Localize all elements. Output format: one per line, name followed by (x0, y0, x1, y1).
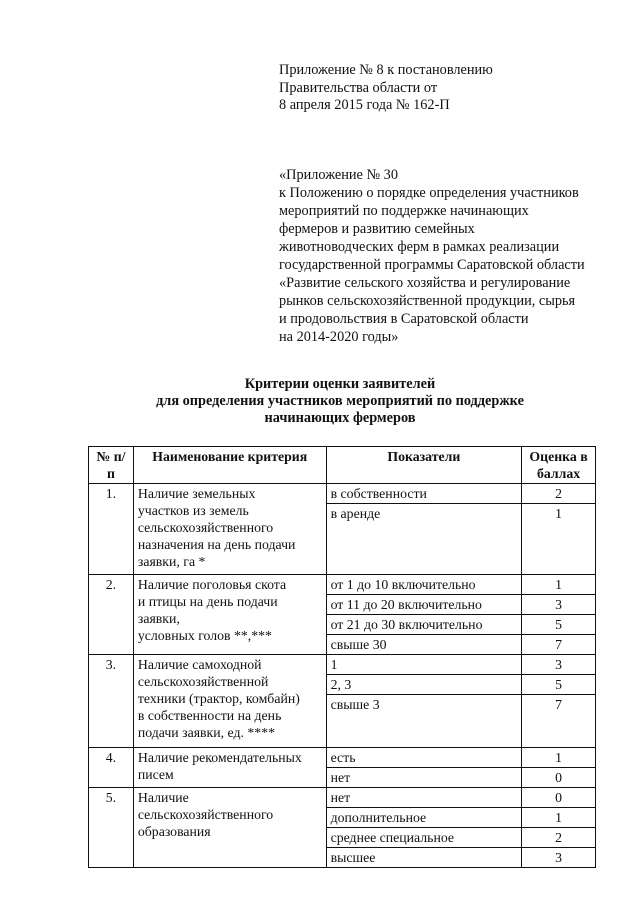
score-cell: 0 (522, 788, 596, 808)
title-line-1: Критерии оценки заявителей (244, 376, 436, 392)
title-line-2: для определения участников мероприятий по поддержке (156, 393, 524, 409)
score-cell: 0 (522, 768, 596, 788)
header-num: № п/п (89, 447, 134, 484)
criterion-name: Наличие самоходной сельскохозяйственной техники (трактор, комбайн) в собственности на день подачи заявки, ед. **** (133, 655, 326, 748)
score-cell: 3 (522, 655, 596, 675)
appendix-reference (279, 166, 585, 346)
appendix-line: «Приложение № 30 (279, 167, 398, 183)
indicator-cell: среднее специальное (326, 828, 521, 848)
score-cell: 3 (522, 848, 596, 868)
criterion-number: 5. (89, 788, 134, 868)
appendix-line: «Развитие сельского хозяйства и регулирование (279, 275, 571, 291)
indicator-cell: от 11 до 20 включительно (326, 595, 521, 615)
indicator-cell: в аренде (326, 504, 521, 575)
criteria-body (89, 484, 596, 868)
score-cell: 5 (522, 675, 596, 695)
indicator-cell: нет (326, 788, 521, 808)
criterion-number: 4. (89, 748, 134, 788)
indicator-cell: свыше 3 (326, 695, 521, 748)
resolution-header (279, 62, 493, 115)
table-header-row (89, 447, 596, 484)
indicator-cell: высшее (326, 848, 521, 868)
table-row (89, 484, 596, 504)
score-cell: 1 (522, 748, 596, 768)
indicator-cell: в собственности (326, 484, 521, 504)
indicator-cell: нет (326, 768, 521, 788)
header-score: Оценка в баллах (522, 447, 596, 484)
header-line-1: Приложение № 8 к постановлению (279, 62, 493, 78)
appendix-line: рынков сельскохозяйственной продукции, сырья (279, 293, 576, 309)
criterion-name: Наличие рекомендательных писем (133, 748, 326, 788)
header-line-2: Правительства области от (279, 79, 438, 96)
appendix-line: фермеров и развитию семейных (279, 221, 475, 237)
criterion-number: 3. (89, 655, 134, 748)
appendix-line: и продовольствия в Саратовской области (279, 311, 529, 327)
indicator-cell: 1 (326, 655, 521, 675)
score-cell: 1 (522, 504, 596, 575)
score-cell: 2 (522, 828, 596, 848)
table-row (89, 655, 596, 675)
header-indicators: Показатели (326, 447, 521, 484)
appendix-line: мероприятий по поддержке начинающих (279, 203, 529, 219)
appendix-line: животноводческих ферм в рамках реализации (279, 239, 560, 255)
score-cell: 1 (522, 808, 596, 828)
criterion-number: 1. (89, 484, 134, 575)
score-cell: 3 (522, 595, 596, 615)
table-row (89, 748, 596, 768)
criterion-name: Наличие сельскохозяйственного образования (133, 788, 326, 868)
appendix-line: к Положению о порядке определения участников (279, 185, 579, 201)
indicator-cell: свыше 30 (326, 635, 521, 655)
indicator-cell: 2, 3 (326, 675, 521, 695)
criterion-number: 2. (89, 575, 134, 655)
score-cell: 1 (522, 575, 596, 595)
indicator-cell: дополнительное (326, 808, 521, 828)
indicator-cell: есть (326, 748, 521, 768)
table-row (89, 575, 596, 595)
score-cell: 7 (522, 635, 596, 655)
indicator-cell: от 21 до 30 включительно (326, 615, 521, 635)
indicator-cell: от 1 до 10 включительно (326, 575, 521, 595)
criterion-name: Наличие земельных участков из земель сельскохозяйственного назначения на день подачи заявки, га * (133, 484, 326, 575)
criterion-name: Наличие поголовья скота и птицы на день подачи заявки, условных голов **,*** (133, 575, 326, 655)
header-line-3: 8 апреля 2015 года № 162-П (279, 97, 450, 114)
table-row (89, 788, 596, 808)
appendix-line: государственной программы Саратовской области (279, 257, 585, 273)
score-cell: 7 (522, 695, 596, 748)
criteria-table (88, 446, 596, 868)
document-title (100, 376, 580, 427)
score-cell: 5 (522, 615, 596, 635)
title-line-3: начинающих фермеров (264, 410, 416, 426)
score-cell: 2 (522, 484, 596, 504)
header-name: Наименование критерия (133, 447, 326, 484)
appendix-line: на 2014-2020 годы» (279, 329, 399, 345)
